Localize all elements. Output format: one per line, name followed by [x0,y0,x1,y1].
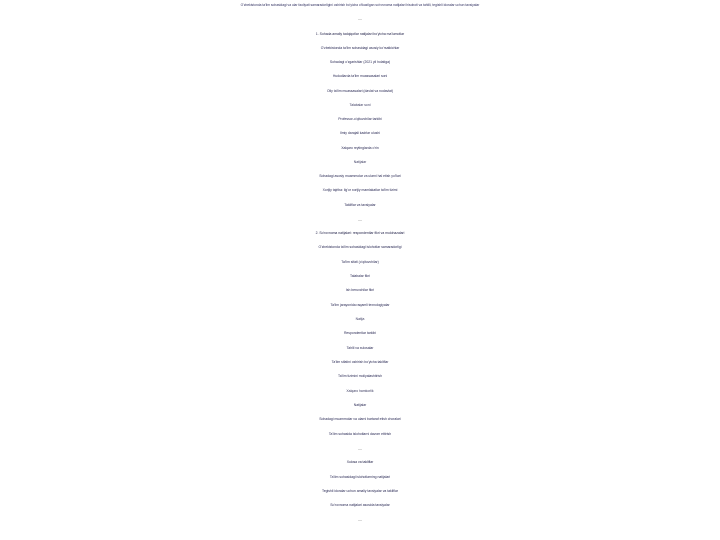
section-2-line: Ish beruvchilar fikri [345,288,375,292]
section-2-line: Natijalar [353,403,367,407]
section-3-heading: Xulosa va takliflar [346,460,374,464]
document-intro: O'zbekistonda ta'lim sohasidagi va ular faoliyati samaradorligini oshirish bo'yicha o'tkazilgan so'rovnoma natijalari hisoboti va tahlili, tegishli idoralar uchun tavsiyalar [240,3,480,7]
section-1-line: Hududlarda ta'lim muassasalari soni [332,74,388,78]
section-2-line: Ta'lim tizimini moliyalashtirish [338,374,382,378]
section-2-line: Natija [355,317,365,321]
separator: — [358,446,362,451]
section-2-line: Respondentlar tarkibi [343,331,377,335]
section-2-line: Ta'lim jarayonida raqamli texnologiyalar [330,303,390,307]
section-1-line: Ilmiy darajali kadrlar ulushi [340,131,380,135]
section-1-line: O'zbekistonda ta'lim sohasidagi asosiy ko'rsatkichlar [320,46,400,50]
section-1-line: Natijalar [353,160,367,164]
separator: — [358,217,362,222]
section-1-line: Oliy ta'lim muassasalari (davlat va nodavlat) [326,89,394,93]
section-2-line: Xalqaro hamkorlik [346,389,374,393]
section-1-line: Takliflar va tavsiyalar [344,203,376,207]
section-2-line: Sohadagi muammolar va ularni bartaraf etish choralari [319,417,401,421]
section-2-line: O'zbekistonda ta'lim sohasidagi islohotlar samaradorligi [318,245,402,249]
section-2-line: Ta'lim sohasida islohotlarni davom ettirish [328,432,392,436]
section-3-line: Ta'lim sohasidagi islohotlarning natijalari [329,475,391,479]
section-3-line: Tegishli idoralar uchun amaliy tavsiyalar va takliflar [322,489,398,493]
section-1-line: Xalqaro reytinglarda o'rin [341,146,379,150]
section-1-line: Professor-o'qituvchilar tarkibi [338,117,382,121]
section-2-heading: 2. So'rovnoma natijalari: respondentlar fikri va mulohazalari [315,231,405,235]
section-2-line [0,530,720,535]
section-3-line: So'rovnoma natijalari asosida tavsiyalar [330,503,390,507]
section-1-heading: 1. Sohada amaliy tadqiqotlar natijalari bo'yicha ma'lumotlar [315,32,405,36]
section-2-line: Tahlil va xulosalar [346,346,374,350]
section-2-line: Ta'lim sifatini oshirish bo'yicha takliflar [331,360,389,364]
section-2-line: Talabalar fikri [350,274,370,278]
section-1-line: Xorijiy tajriba: ilg'or xorijiy mamlakatlar ta'lim tizimi [322,188,398,192]
section-1-line: Sohadagi asosiy muammolar va ularni hal etish yo'llari [319,174,401,178]
separator: — [358,16,362,21]
section-1-line: Talabalar soni [349,103,371,107]
separator: — [358,517,362,522]
section-2-line: Ta'lim sifati (o'qituvchilar) [341,260,379,264]
section-1-line: Sohadagi o'zgarishlar (2021 yil holatiga) [329,60,391,64]
